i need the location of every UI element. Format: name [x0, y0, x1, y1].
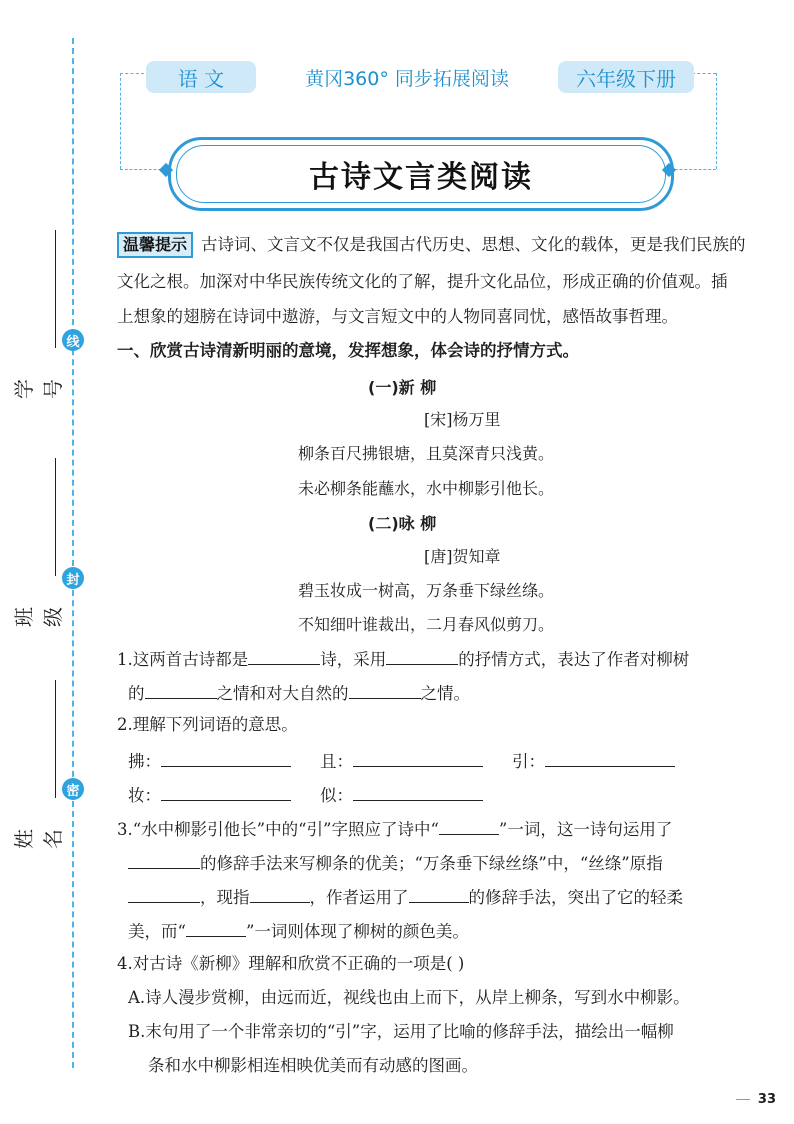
- q2-row-2-mid: [320, 784, 483, 806]
- q3-blank-6[interactable]: [186, 920, 246, 937]
- q3-blank-1[interactable]: [439, 818, 499, 835]
- q2-zhuang-label: 妆：: [128, 786, 161, 805]
- q3-blank-3[interactable]: [128, 886, 200, 903]
- question-3-line-1: [117, 818, 672, 840]
- q4-option-b-line-2: 条和水中柳影相连相映优美而有动感的图画。: [148, 1056, 478, 1075]
- q3-text-c: 的修辞手法来写柳条的优美；“万条垂下绿丝绦”中，“丝绦”原指: [200, 854, 663, 873]
- page-number-dash: [736, 1099, 750, 1100]
- poem1-title: (一)新 柳: [368, 378, 437, 397]
- header-dash-top-left: [120, 73, 144, 74]
- q4-option-b-line-1[interactable]: B.末句用了一个非常亲切的“引”字，运用了比喻的修辞手法，描绘出一幅柳: [128, 1022, 674, 1041]
- q3-blank-5[interactable]: [409, 886, 469, 903]
- q3-text-h: ”一词则体现了柳树的颜色美。: [245, 922, 469, 941]
- tip-line-2: 文化之根。加深对中华民族传统文化的了解，提升文化品位，形成正确的价值观。插: [117, 272, 728, 291]
- q1-text-b: 诗，采用: [320, 650, 387, 669]
- question-3-line-4: [128, 920, 469, 942]
- student-number-rule: [55, 230, 56, 348]
- q2-si-blank[interactable]: [353, 784, 483, 801]
- poem1-author: [宋]杨万里: [424, 410, 501, 429]
- seal-badge-mi: 密: [62, 778, 84, 800]
- q2-zhuang-blank[interactable]: [161, 784, 291, 801]
- poem2-author: [唐]贺知章: [424, 547, 501, 566]
- header-dash-top-right: [692, 73, 716, 74]
- tip-line-3: 上想象的翅膀在诗词中遨游，与文言短文中的人物同喜同忧，感悟故事哲理。: [117, 307, 678, 326]
- q1-blank-2[interactable]: [386, 648, 458, 665]
- subject-pill: 语 文: [146, 61, 256, 93]
- poem1-line1: 柳条百尺拂银塘，且莫深青只浅黄。: [298, 444, 555, 463]
- student-number-field[interactable]: [12, 230, 65, 399]
- question-1-line-2: [128, 682, 470, 704]
- student-number-label: 学号: [12, 379, 65, 399]
- q1-blank-4[interactable]: [349, 682, 421, 699]
- poem2-line1: 碧玉妆成一树高，万条垂下绿丝绦。: [298, 581, 555, 600]
- class-label: 班级: [12, 607, 65, 627]
- q1-text-e: 之情和对大自然的: [216, 684, 349, 703]
- series-title: 黄冈360° 同步拓展阅读: [305, 67, 509, 90]
- q1-text-f: 之情。: [420, 684, 470, 703]
- poem1-line2: 未必柳条能蘸水，水中柳影引他长。: [298, 479, 555, 498]
- question-3-line-3: [128, 886, 683, 908]
- poem2-title: (二)咏 柳: [368, 514, 437, 533]
- section-heading: 一、欣赏古诗清新明丽的意境，发挥想象，体会诗的抒情方式。: [117, 341, 579, 360]
- q3-text-d: ，现指: [200, 888, 250, 907]
- q2-yin-blank[interactable]: [545, 750, 675, 767]
- q2-row-1-mid: [320, 750, 483, 772]
- q1-text-c: 的抒情方式，表达了作者对柳树: [458, 650, 690, 669]
- tip-label: 温馨提示: [117, 232, 193, 258]
- question-3-line-2: [128, 852, 663, 874]
- q1-blank-3[interactable]: [145, 682, 217, 699]
- seal-badge-xian: 线: [62, 329, 84, 351]
- question-4: 4.对古诗《新柳》理解和欣赏不正确的一项是( ): [117, 954, 465, 973]
- question-1-line-1: [117, 648, 689, 670]
- q2-qie-label: 且：: [320, 752, 353, 771]
- q2-fu-blank[interactable]: [161, 750, 291, 767]
- header-dash-right: [716, 73, 717, 169]
- q3-text-b: ”一词，这一诗句运用了: [498, 820, 673, 839]
- q2-fu-label: 拂：: [128, 752, 161, 771]
- q2-si-label: 似：: [320, 786, 353, 805]
- poem2-line2: 不知细叶谁裁出，二月春风似剪刀。: [298, 615, 555, 634]
- tip-line-1: [117, 232, 746, 258]
- seal-badge-feng: 封: [62, 567, 84, 589]
- q1-text-a: 1.这两首古诗都是: [117, 650, 249, 669]
- name-field[interactable]: [12, 680, 65, 849]
- tip-text-1: 古诗词、文言文不仅是我国古代历史、思想、文化的载体，更是我们民族的: [201, 235, 746, 254]
- q2-qie-blank[interactable]: [353, 750, 483, 767]
- name-rule: [55, 680, 56, 798]
- page-title: 古诗文言类阅读: [309, 160, 533, 195]
- header-dash-left: [120, 73, 121, 169]
- q2-row-1-right: [512, 750, 675, 772]
- q3-text-e: ，作者运用了: [309, 888, 409, 907]
- q3-text-f: 的修辞手法，突出了它的轻柔: [468, 888, 683, 907]
- binding-dashed-line: [72, 38, 74, 1068]
- class-rule: [55, 458, 56, 576]
- grade-pill: 六年级下册: [558, 61, 694, 93]
- page-number: 33: [757, 1092, 776, 1107]
- title-banner: [168, 137, 674, 211]
- q3-text-a: 3.“水中柳影引他长”中的“引”字照应了诗中“: [117, 820, 439, 839]
- question-2: 2.理解下列词语的意思。: [117, 715, 298, 734]
- name-label: 姓名: [12, 829, 65, 849]
- q1-text-d: 的: [128, 684, 145, 703]
- q3-blank-4[interactable]: [250, 886, 310, 903]
- q4-option-a[interactable]: A.诗人漫步赏柳，由远而近，视线也由上而下，从岸上柳条，写到水中柳影。: [128, 988, 690, 1007]
- q3-text-g: 美，而“: [128, 922, 186, 941]
- q1-blank-1[interactable]: [248, 648, 320, 665]
- q3-blank-2[interactable]: [128, 852, 200, 869]
- q2-row-1: [128, 750, 291, 772]
- header-dash-mid-right: [670, 169, 716, 170]
- q2-row-2: [128, 784, 291, 806]
- class-field[interactable]: [12, 458, 65, 627]
- q2-yin-label: 引：: [512, 752, 545, 771]
